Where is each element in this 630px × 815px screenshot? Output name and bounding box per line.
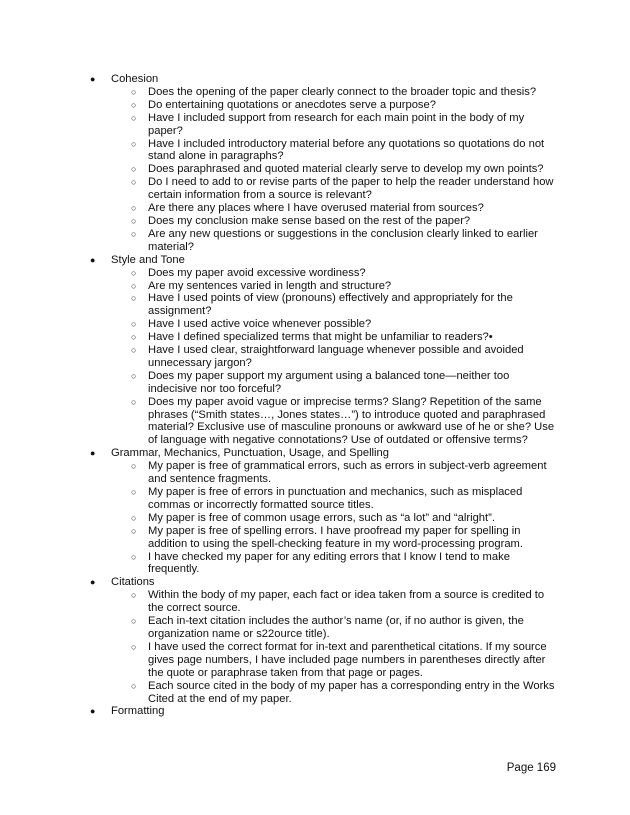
item-text: Does my conclusion make sense based on the rest of the paper? [148,214,471,227]
list-item [111,396,558,448]
item-text: I have checked my paper for any editing errors that I know I tend to make frequently. [148,550,510,576]
list-item [111,331,558,344]
circle-bullet-icon: ○ [131,525,137,536]
section-title: Citations [111,576,155,589]
item-text: Have I included support from research for each main point in the body of my paper? [148,111,525,137]
circle-bullet-icon: ○ [131,228,137,239]
bullet-icon: ● [90,448,96,459]
section-title: Style and Tone [111,253,185,266]
list-item [111,176,558,202]
circle-bullet-icon: ○ [131,293,137,304]
circle-bullet-icon: ○ [131,345,137,356]
circle-bullet-icon: ○ [131,641,137,652]
list-item [111,525,558,551]
list-item [111,112,558,138]
item-text: Does the opening of the paper clearly connect to the broader topic and thesis? [148,85,537,98]
list-item [111,228,558,254]
item-text: My paper is free of errors in punctuation and mechanics, such as misplaced commas or incorrectly formatted source titles. [148,486,523,511]
section-formatting [78,705,558,718]
circle-bullet-icon: ○ [131,86,137,97]
section-title: Cohesion [111,73,159,85]
item-text: Each in-text citation includes the author’s name (or, if no author is given, the organization name or s22ource title). [148,615,524,640]
item-text: I have used the correct format for in-text and parenthetical citations. If my source gives page numbers, I have included page numbers in parentheses directly after the quote or paraphrase taken from that page or pages. [148,640,547,679]
item-text: My paper is free of common usage errors, such as “a lot” and “alright”. [148,511,495,524]
list-item [111,460,558,486]
item-text: Within the body of my paper, each fact or idea taken from a source is credited to the correct source. [148,589,545,615]
bullet-icon: ● [90,74,96,84]
circle-bullet-icon: ○ [131,461,137,472]
circle-bullet-icon: ○ [131,332,137,343]
list-item [111,370,558,396]
item-text: Does my paper avoid excessive wordiness? [148,266,366,279]
section-title: Grammar, Mechanics, Punctuation, Usage, and Spelling [111,447,389,460]
item-text: Does my paper avoid vague or imprecise terms? Slang? Repetition of the same phrases (“Smith states…, Jones states…”) to introduce quoted and paraphrased material? Exclusive use of masculine pronouns or awkward use of he or she? Use of language with negative connotations? Use of outdated or offensive terms? [148,395,555,447]
circle-bullet-icon: ○ [131,203,137,214]
list-item [111,99,558,112]
list-item [111,267,558,280]
circle-bullet-icon: ○ [131,680,137,691]
list-item [111,486,558,512]
item-text: Have I included introductory material before any quotations so quotations do not stand alone in paragraphs? [148,137,545,163]
section-items [111,460,558,576]
circle-bullet-icon: ○ [131,319,137,330]
checklist-outline [78,73,558,718]
section-title: Formatting [111,705,165,718]
circle-bullet-icon: ○ [131,215,137,226]
circle-bullet-icon: ○ [131,267,137,278]
section-citations [78,576,558,705]
item-text: Have I used active voice whenever possible? [148,318,372,331]
item-text: Are any new questions or suggestions in the conclusion clearly linked to earlier material? [148,227,538,253]
circle-bullet-icon: ○ [131,590,137,601]
item-text: Each source cited in the body of my paper has a corresponding entry in the Works Cited at the end of my paper. [148,679,555,705]
circle-bullet-icon: ○ [131,280,137,291]
list-item [111,86,558,99]
item-text: My paper is free of spelling errors. I have proofread my paper for spelling in addition to using the spell-checking feature in my word-processing program. [148,524,523,550]
circle-bullet-icon: ○ [131,487,137,497]
section-items [111,267,558,448]
item-text: Does my paper support my argument using a balanced tone—neither too indecisive nor too forceful? [148,369,510,395]
list-item [111,641,558,680]
circle-bullet-icon: ○ [131,99,137,110]
list-item [111,215,558,228]
item-text: Do entertaining quotations or anecdotes serve a purpose? [148,98,436,111]
item-text: Do I need to add to or revise parts of the paper to help the reader understand how certain information from a source is relevant? [148,176,554,202]
bullet-icon: ● [90,254,96,265]
circle-bullet-icon: ○ [131,396,137,407]
page-number: Page 169 [506,762,556,774]
circle-bullet-icon: ○ [131,370,137,381]
list-item [111,163,558,176]
item-text: Have I defined specialized terms that might be unfamiliar to readers?• [148,331,493,344]
item-text: Does paraphrased and quoted material clearly serve to develop my own points? [148,163,544,176]
item-text: Are there any places where I have overused material from sources? [148,202,484,215]
list-item [111,292,558,318]
list-item [111,589,558,615]
section-items [111,589,558,705]
item-text: Have I used points of view (pronouns) effectively and appropriately for the assignment? [148,292,513,318]
list-item [111,615,558,641]
list-item [111,512,558,525]
list-item [111,551,558,577]
section-grammar [78,447,558,576]
item-text: Have I used clear, straightforward language whenever possible and avoided unnecessary jargon? [148,344,524,369]
circle-bullet-icon: ○ [131,177,137,188]
circle-bullet-icon: ○ [131,138,137,149]
section-items [111,86,558,254]
list-item [111,680,558,706]
item-text: My paper is free of grammatical errors, such as errors in subject-verb agreement and sentence fragments. [148,460,547,486]
section-style-and-tone [78,254,558,448]
section-cohesion [78,73,558,254]
list-item [111,202,558,215]
list-item [111,138,558,164]
circle-bullet-icon: ○ [131,164,137,175]
circle-bullet-icon: ○ [131,551,137,562]
bullet-icon: ● [90,577,96,588]
item-text: Are my sentences varied in length and structure? [148,279,392,292]
bullet-icon: ● [90,706,96,717]
list-item [111,344,558,370]
list-item [111,318,558,331]
circle-bullet-icon: ○ [131,616,137,627]
circle-bullet-icon: ○ [131,512,137,523]
circle-bullet-icon: ○ [131,112,137,123]
list-item [111,280,558,293]
